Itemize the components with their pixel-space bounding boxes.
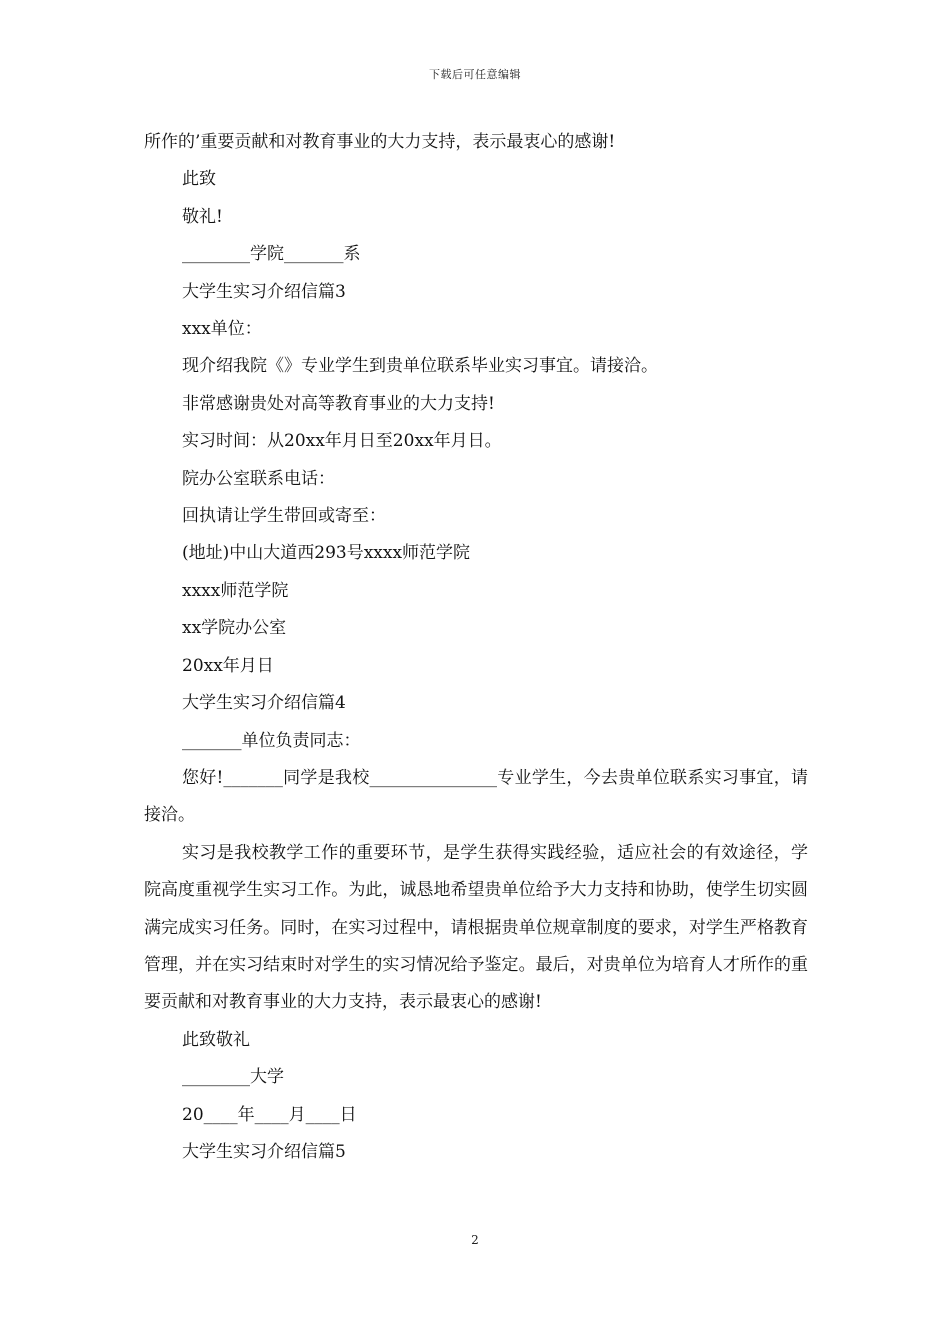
document-body	[144, 124, 808, 1171]
thanks-line: 非常感谢贵处对高等教育事业的大力支持!	[182, 393, 495, 414]
address-line: (地址)中山大道西293号xxxx师范学院	[182, 543, 471, 564]
office-phone: 院办公室联系电话：	[182, 468, 335, 489]
main-paragraph: 实习是我校教学工作的重要环节，是学生获得实践经验，适应社会的有效途径，学院高度重视学生实习工作。为此，诚恳地希望贵单位给予大力支持和协助，使学生切实圆满完成实习任务。同时，在实习过程中，请根据贵单位规章制度的要求，对学生严格教育管理，并在实习结束时对学生的实习情况给予鉴定。最后，对贵单位为培育人才所作的重要贡献和对教育事业的大力支持，表示最衷心的感谢!	[144, 842, 808, 1013]
closing-line: 所作的’重要贡献和对教育事业的大力支持，表示最衷心的感谢!	[144, 132, 616, 152]
section-heading-3: 大学生实习介绍信篇3	[182, 281, 346, 302]
greeting-paragraph: 您好!_______同学是我校_______________专业学生，今去贵单位联系实习事宜，请接洽。	[144, 767, 808, 826]
salutation-cizhi-jingli: 此致敬礼	[182, 1029, 250, 1050]
signature-office: xx学院办公室	[182, 618, 287, 639]
signature-university-4: ________大学	[182, 1067, 284, 1088]
signature-university: xxxx师范学院	[182, 580, 289, 601]
date-line: 20xx年月日	[182, 655, 274, 676]
recipient-line-4: _______单位负责同志：	[182, 730, 361, 751]
intro-line: 现介绍我院《》专业学生到贵单位联系毕业实习事宜。请接洽。	[182, 356, 658, 377]
page-header-note: 下载后可任意编辑	[429, 68, 521, 81]
salutation-jingli: 敬礼!	[182, 206, 223, 227]
section-heading-4: 大学生实习介绍信篇4	[182, 693, 346, 714]
date-line-4: 20____年____月____日	[182, 1104, 357, 1125]
recipient-line: xxx单位：	[182, 319, 262, 340]
page-number: 2	[471, 1233, 479, 1247]
signature-college-dept: ________学院_______系	[182, 244, 361, 265]
salutation-cizhi: 此致	[182, 169, 216, 190]
reply-instruction: 回执请让学生带回或寄至：	[182, 506, 386, 527]
internship-period: 实习时间：从20xx年月日至20xx年月日。	[182, 431, 502, 452]
section-heading-5: 大学生实习介绍信篇5	[182, 1141, 346, 1162]
